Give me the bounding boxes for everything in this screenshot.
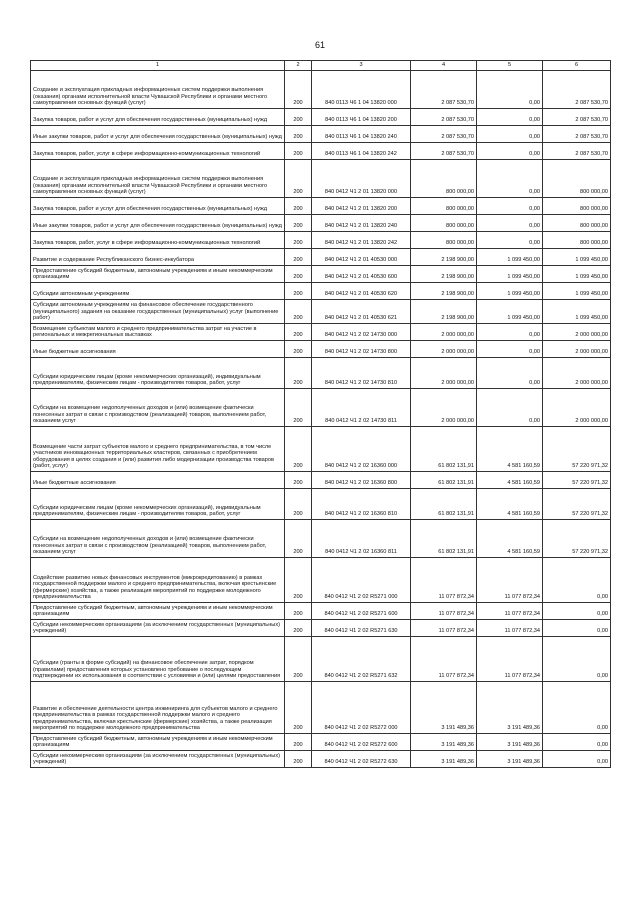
- row-amount-plan-cell: 2 198 900,00: [411, 266, 477, 283]
- row-name-cell: Субсидии на возмещение недополученных доходов и (или) возмещение фактически понесенных затрат в связи с производством (реализацией) товаров, выполнением работ, оказанием услуг: [31, 520, 285, 558]
- row-amount-federal-cell: 4 581 160,59: [477, 427, 543, 472]
- row-name-cell: Закупка товаров, работ и услуг для обеспечения государственных (муниципальных) нужд: [31, 109, 285, 126]
- row-code-cell: 200: [285, 266, 312, 283]
- table-row: [31, 341, 611, 358]
- table-row: [31, 389, 611, 427]
- row-name-cell: Иные закупки товаров, работ и услуг для обеспечения государственных (муниципальных) нужд: [31, 215, 285, 232]
- header-col-5: 5: [477, 61, 543, 71]
- table-row: [31, 232, 611, 249]
- row-code-cell: 200: [285, 126, 312, 143]
- table-row: [31, 734, 611, 751]
- row-amount-federal-cell: 1 099 450,00: [477, 283, 543, 300]
- table-row: [31, 300, 611, 324]
- row-amount-plan-cell: 2 087 530,70: [411, 109, 477, 126]
- row-kbk-cell: 840 0113 Ч6 1 04 13820 000: [312, 71, 411, 109]
- row-code-cell: 200: [285, 682, 312, 734]
- table-row: [31, 143, 611, 160]
- row-name-cell: Содействие развитию новых финансовых инструментов (микрокредитованию) в рамках государственной поддержки малого и среднего предпринимательства, включая крестьянские (фермерские) хозяйства, а также реализация мероприятий по поддержке молодежного предпринимательства: [31, 558, 285, 603]
- row-amount-total-cell: 2 087 530,70: [543, 126, 611, 143]
- row-code-cell: 200: [285, 472, 312, 489]
- row-kbk-cell: 840 0412 Ч1 2 01 40530 620: [312, 283, 411, 300]
- row-name-cell: Предоставление субсидий бюджетным, автономным учреждениям и иным некоммерческим организациям: [31, 266, 285, 283]
- row-amount-federal-cell: 4 581 160,59: [477, 520, 543, 558]
- row-amount-total-cell: 2 087 530,70: [543, 71, 611, 109]
- row-code-cell: 200: [285, 620, 312, 637]
- row-code-cell: 200: [285, 232, 312, 249]
- row-code-cell: 200: [285, 558, 312, 603]
- row-name-cell: Субсидии (гранты в форме субсидий) на финансовое обеспечение затрат, порядком (правилами) предоставления которых установлено требование о последующем подтверждении их использования в соответствии с условиями и (или) целями предоставления: [31, 637, 285, 682]
- table-row: [31, 751, 611, 768]
- row-amount-federal-cell: 0,00: [477, 143, 543, 160]
- row-name-cell: Предоставление субсидий бюджетным, автономным учреждениям и иным некоммерческим организациям: [31, 734, 285, 751]
- row-name-cell: Создание и эксплуатация прикладных информационных систем поддержки выполнения (оказания) органами исполнительной власти Чувашской Республики и органами местного самоуправления основных функций (услуг): [31, 71, 285, 109]
- row-name-cell: Предоставление субсидий бюджетным, автономным учреждениям и иным некоммерческим организациям: [31, 603, 285, 620]
- page-number: 61: [314, 40, 325, 50]
- row-kbk-cell: 840 0412 Ч1 2 02 14730 800: [312, 341, 411, 358]
- row-amount-plan-cell: 3 191 489,36: [411, 682, 477, 734]
- row-kbk-cell: 840 0412 Ч1 2 02 16360 811: [312, 520, 411, 558]
- row-amount-federal-cell: 3 191 489,36: [477, 751, 543, 768]
- row-name-cell: Развитие и обеспечение деятельности центра инжиниринга для субъектов малого и среднего предпринимательства в рамках государственной поддержки малого и среднего предпринимательства, включая крестьянские (фермерские) хозяйства, а также реализация мероприятий по поддержке молодежного предпринимательства: [31, 682, 285, 734]
- row-kbk-cell: 840 0412 Ч1 2 02 14730 811: [312, 389, 411, 427]
- row-amount-total-cell: 57 220 971,32: [543, 520, 611, 558]
- row-amount-federal-cell: 0,00: [477, 324, 543, 341]
- row-kbk-cell: 840 0412 Ч1 2 02 16360 810: [312, 489, 411, 520]
- row-name-cell: Возмещение субъектам малого и среднего предпринимательства затрат на участие в региональных и межрегиональных выставках: [31, 324, 285, 341]
- table-row: [31, 603, 611, 620]
- row-amount-total-cell: 0,00: [543, 682, 611, 734]
- row-amount-plan-cell: 2 000 000,00: [411, 389, 477, 427]
- row-amount-federal-cell: 0,00: [477, 160, 543, 198]
- row-amount-plan-cell: 11 077 872,34: [411, 637, 477, 682]
- row-kbk-cell: 840 0412 Ч1 2 01 13820 200: [312, 198, 411, 215]
- row-name-cell: Развитие и содержание Республиканского бизнес-инкубатора: [31, 249, 285, 266]
- row-amount-plan-cell: 800 000,00: [411, 232, 477, 249]
- row-amount-total-cell: 0,00: [543, 637, 611, 682]
- row-amount-federal-cell: 4 581 160,59: [477, 489, 543, 520]
- row-code-cell: 200: [285, 427, 312, 472]
- table-row: [31, 427, 611, 472]
- row-code-cell: 200: [285, 198, 312, 215]
- row-kbk-cell: 840 0412 Ч1 2 02 R5271 600: [312, 603, 411, 620]
- row-amount-federal-cell: 1 099 450,00: [477, 300, 543, 324]
- row-amount-plan-cell: 2 087 530,70: [411, 71, 477, 109]
- row-code-cell: 200: [285, 389, 312, 427]
- header-col-1: 1: [31, 61, 285, 71]
- row-name-cell: Субсидии юридическим лицам (кроме некоммерческих организаций), индивидуальным предпринимателям, физическим лицам - производителям товаров, работ, услуг: [31, 489, 285, 520]
- row-kbk-cell: 840 0412 Ч1 2 02 14730 810: [312, 358, 411, 389]
- row-amount-federal-cell: 11 077 872,34: [477, 603, 543, 620]
- header-col-6: 6: [543, 61, 611, 71]
- row-amount-total-cell: 0,00: [543, 603, 611, 620]
- row-amount-plan-cell: 800 000,00: [411, 215, 477, 232]
- row-amount-plan-cell: 2 198 900,00: [411, 300, 477, 324]
- row-name-cell: Субсидии автономным учреждениям: [31, 283, 285, 300]
- row-amount-total-cell: 2 000 000,00: [543, 358, 611, 389]
- row-amount-federal-cell: 0,00: [477, 358, 543, 389]
- budget-table: [30, 60, 611, 768]
- row-amount-total-cell: 57 220 971,32: [543, 427, 611, 472]
- row-name-cell: Иные закупки товаров, работ и услуг для обеспечения государственных (муниципальных) нужд: [31, 126, 285, 143]
- row-amount-plan-cell: 3 191 489,36: [411, 751, 477, 768]
- row-amount-plan-cell: 800 000,00: [411, 198, 477, 215]
- row-amount-plan-cell: 800 000,00: [411, 160, 477, 198]
- row-kbk-cell: 840 0412 Ч1 2 02 14730 000: [312, 324, 411, 341]
- row-amount-total-cell: 800 000,00: [543, 215, 611, 232]
- row-amount-federal-cell: 0,00: [477, 232, 543, 249]
- row-amount-plan-cell: 11 077 872,34: [411, 620, 477, 637]
- row-amount-federal-cell: 0,00: [477, 341, 543, 358]
- row-kbk-cell: 840 0412 Ч1 2 01 40530 000: [312, 249, 411, 266]
- row-amount-total-cell: 800 000,00: [543, 160, 611, 198]
- table-row: [31, 489, 611, 520]
- row-amount-plan-cell: 2 087 530,70: [411, 143, 477, 160]
- row-name-cell: Создание и эксплуатация прикладных информационных систем поддержки выполнения (оказания) органами исполнительной власти Чувашской Республики и органами местного самоуправления основных функций (услуг): [31, 160, 285, 198]
- row-amount-total-cell: 0,00: [543, 620, 611, 637]
- row-amount-total-cell: 0,00: [543, 751, 611, 768]
- row-amount-plan-cell: 61 802 131,91: [411, 427, 477, 472]
- row-kbk-cell: 840 0412 Ч1 2 01 13820 242: [312, 232, 411, 249]
- row-amount-federal-cell: 0,00: [477, 389, 543, 427]
- row-amount-plan-cell: 2 198 900,00: [411, 249, 477, 266]
- row-amount-total-cell: 2 000 000,00: [543, 341, 611, 358]
- row-amount-plan-cell: 3 191 489,36: [411, 734, 477, 751]
- row-name-cell: Закупка товаров, работ и услуг для обеспечения государственных (муниципальных) нужд: [31, 198, 285, 215]
- row-kbk-cell: 840 0412 Ч1 2 02 R5271 632: [312, 637, 411, 682]
- row-name-cell: Субсидии некоммерческим организациям (за исключением государственных (муниципальных) учреждений): [31, 751, 285, 768]
- row-amount-federal-cell: 4 581 160,59: [477, 472, 543, 489]
- row-kbk-cell: 840 0412 Ч1 2 02 R5272 000: [312, 682, 411, 734]
- row-amount-total-cell: 1 099 450,00: [543, 249, 611, 266]
- row-kbk-cell: 840 0113 Ч6 1 04 13820 242: [312, 143, 411, 160]
- row-amount-total-cell: 1 099 450,00: [543, 266, 611, 283]
- header-row: [31, 61, 611, 71]
- table-row: [31, 472, 611, 489]
- table-row: [31, 109, 611, 126]
- table-row: [31, 126, 611, 143]
- row-name-cell: Субсидии некоммерческим организациям (за исключением государственных (муниципальных) учреждений): [31, 620, 285, 637]
- row-amount-total-cell: 57 220 971,32: [543, 489, 611, 520]
- row-code-cell: 200: [285, 300, 312, 324]
- row-code-cell: 200: [285, 324, 312, 341]
- row-code-cell: 200: [285, 734, 312, 751]
- row-amount-plan-cell: 2 198 900,00: [411, 283, 477, 300]
- row-code-cell: 200: [285, 215, 312, 232]
- row-name-cell: Иные бюджетные ассигнования: [31, 341, 285, 358]
- header-col-3: 3: [312, 61, 411, 71]
- row-kbk-cell: 840 0412 Ч1 2 02 R5272 630: [312, 751, 411, 768]
- row-amount-federal-cell: 0,00: [477, 198, 543, 215]
- row-code-cell: 200: [285, 520, 312, 558]
- row-amount-total-cell: 57 220 971,32: [543, 472, 611, 489]
- table-row: [31, 324, 611, 341]
- row-amount-federal-cell: 0,00: [477, 109, 543, 126]
- row-code-cell: 200: [285, 751, 312, 768]
- row-amount-total-cell: 0,00: [543, 734, 611, 751]
- row-amount-plan-cell: 2 000 000,00: [411, 358, 477, 389]
- row-amount-total-cell: 0,00: [543, 558, 611, 603]
- table-row: [31, 266, 611, 283]
- row-amount-total-cell: 2 000 000,00: [543, 389, 611, 427]
- row-amount-total-cell: 800 000,00: [543, 198, 611, 215]
- table-row: [31, 215, 611, 232]
- row-amount-total-cell: 2 087 530,70: [543, 109, 611, 126]
- row-amount-total-cell: 1 099 450,00: [543, 283, 611, 300]
- table-row: [31, 637, 611, 682]
- table-row: [31, 558, 611, 603]
- row-kbk-cell: 840 0412 Ч1 2 01 13820 240: [312, 215, 411, 232]
- row-code-cell: 200: [285, 637, 312, 682]
- row-name-cell: Субсидии автономным учреждениям на финансовое обеспечение государственного (муниципального) задания на оказание государственных (муниципальных) услуг (выполнение работ): [31, 300, 285, 324]
- row-code-cell: 200: [285, 603, 312, 620]
- row-amount-plan-cell: 11 077 872,34: [411, 558, 477, 603]
- row-code-cell: 200: [285, 358, 312, 389]
- header-col-4: 4: [411, 61, 477, 71]
- row-amount-federal-cell: 3 191 489,36: [477, 682, 543, 734]
- row-amount-plan-cell: 61 802 131,91: [411, 472, 477, 489]
- row-name-cell: Закупка товаров, работ, услуг в сфере информационно-коммуникационных технологий: [31, 232, 285, 249]
- row-kbk-cell: 840 0412 Ч1 2 01 40530 621: [312, 300, 411, 324]
- row-name-cell: Субсидии на возмещение недополученных доходов и (или) возмещение фактически понесенных затрат в связи с производством (реализацией) товаров, выполнением работ, оказанием услуг: [31, 389, 285, 427]
- row-amount-plan-cell: 2 000 000,00: [411, 324, 477, 341]
- table-row: [31, 160, 611, 198]
- row-code-cell: 200: [285, 283, 312, 300]
- row-code-cell: 200: [285, 249, 312, 266]
- row-amount-total-cell: 800 000,00: [543, 232, 611, 249]
- row-name-cell: Иные бюджетные ассигнования: [31, 472, 285, 489]
- row-amount-total-cell: 1 099 450,00: [543, 300, 611, 324]
- row-kbk-cell: 840 0113 Ч6 1 04 13820 240: [312, 126, 411, 143]
- table-row: [31, 358, 611, 389]
- row-amount-federal-cell: 1 099 450,00: [477, 249, 543, 266]
- row-code-cell: 200: [285, 160, 312, 198]
- row-kbk-cell: 840 0412 Ч1 2 02 R5271 630: [312, 620, 411, 637]
- row-name-cell: Возмещение части затрат субъектов малого и среднего предпринимательства, в том числе участников инновационных территориальных кластеров, связанных с приобретением оборудования в целях создания и (или) развития либо модернизации производства товаров (работ, услуг): [31, 427, 285, 472]
- row-amount-federal-cell: 3 191 489,36: [477, 734, 543, 751]
- row-code-cell: 200: [285, 109, 312, 126]
- table-row: [31, 249, 611, 266]
- row-amount-total-cell: 2 000 000,00: [543, 324, 611, 341]
- row-kbk-cell: 840 0412 Ч1 2 01 40530 600: [312, 266, 411, 283]
- table-row: [31, 198, 611, 215]
- table-row: [31, 620, 611, 637]
- row-amount-federal-cell: 1 099 450,00: [477, 266, 543, 283]
- row-code-cell: 200: [285, 489, 312, 520]
- row-kbk-cell: 840 0412 Ч1 2 02 16360 000: [312, 427, 411, 472]
- row-amount-plan-cell: 2 000 000,00: [411, 341, 477, 358]
- row-name-cell: Субсидии юридическим лицам (кроме некоммерческих организаций), индивидуальным предпринимателям, физическим лицам - производителям товаров, работ, услуг: [31, 358, 285, 389]
- row-amount-federal-cell: 11 077 872,34: [477, 637, 543, 682]
- row-amount-plan-cell: 11 077 872,34: [411, 603, 477, 620]
- row-amount-federal-cell: 0,00: [477, 126, 543, 143]
- row-amount-federal-cell: 11 077 872,34: [477, 558, 543, 603]
- table-row: [31, 682, 611, 734]
- row-amount-federal-cell: 0,00: [477, 71, 543, 109]
- row-kbk-cell: 840 0412 Ч1 2 02 R5272 600: [312, 734, 411, 751]
- row-kbk-cell: 840 0412 Ч1 2 02 R5271 000: [312, 558, 411, 603]
- row-code-cell: 200: [285, 143, 312, 160]
- row-amount-plan-cell: 2 087 530,70: [411, 126, 477, 143]
- header-col-2: 2: [285, 61, 312, 71]
- table-row: [31, 71, 611, 109]
- row-amount-federal-cell: 11 077 872,34: [477, 620, 543, 637]
- row-amount-federal-cell: 0,00: [477, 215, 543, 232]
- row-name-cell: Закупка товаров, работ, услуг в сфере информационно-коммуникационных технологий: [31, 143, 285, 160]
- row-amount-plan-cell: 61 802 131,91: [411, 520, 477, 558]
- row-code-cell: 200: [285, 341, 312, 358]
- row-amount-plan-cell: 61 802 131,91: [411, 489, 477, 520]
- table-row: [31, 283, 611, 300]
- row-kbk-cell: 840 0412 Ч1 2 02 16360 800: [312, 472, 411, 489]
- row-kbk-cell: 840 0412 Ч1 2 01 13820 000: [312, 160, 411, 198]
- row-amount-total-cell: 2 087 530,70: [543, 143, 611, 160]
- row-code-cell: 200: [285, 71, 312, 109]
- table-row: [31, 520, 611, 558]
- row-kbk-cell: 840 0113 Ч6 1 04 13820 200: [312, 109, 411, 126]
